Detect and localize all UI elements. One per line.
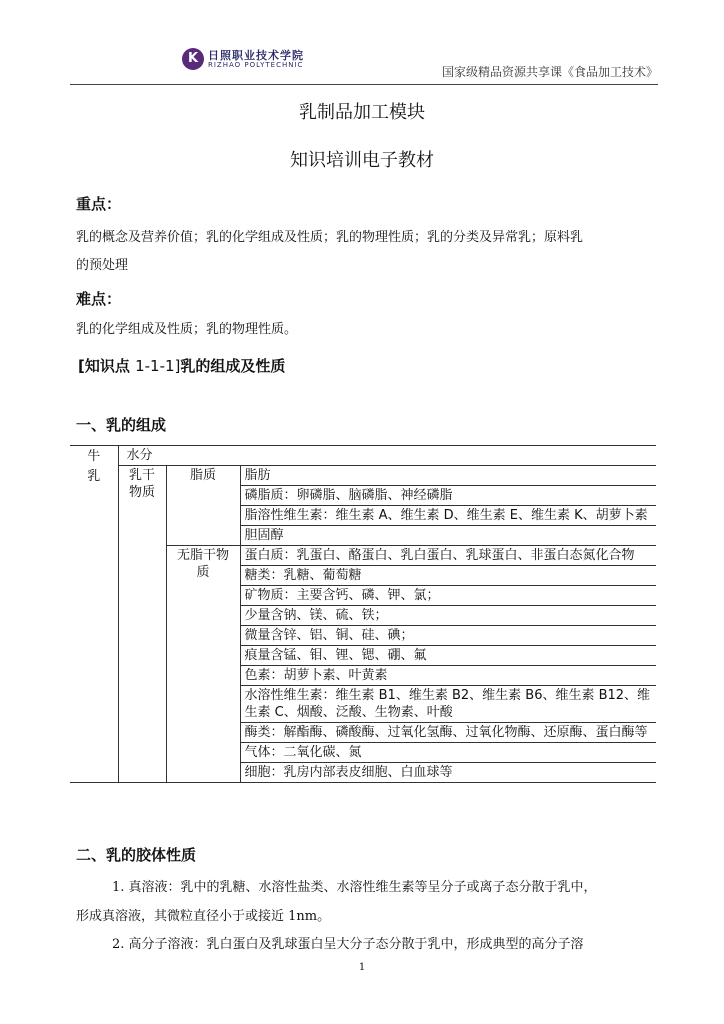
nonfat-item: 酶类：解酯酶、磷酸酶、过氧化氢酶、过氧化物酶、还原酶、蛋白酶等: [240, 723, 656, 743]
milk-label: 牛乳: [87, 449, 101, 484]
nonfat-item: 糖类：乳糖、葡萄糖: [240, 566, 656, 586]
nonfat-item: 痕量含锰、钼、锂、锶、硼、氟: [240, 646, 656, 666]
nonfat-cell: [166, 546, 240, 783]
key-points-line-2: 的预处理: [76, 258, 129, 273]
milk-label-cell: [70, 446, 118, 783]
page-header: [70, 44, 658, 85]
paragraph-1-line-2: 形成真溶液，其微粒直径小于或接近 1nm。: [76, 909, 331, 924]
fat-cell: 脂质: [166, 466, 240, 546]
knowledge-point-code: 1-1-1]: [135, 357, 181, 375]
nonfat-item: 少量含钠、镁、硫、铁；: [240, 606, 656, 626]
key-points-heading: 重点：: [76, 195, 122, 213]
table-row: [70, 466, 656, 486]
document-subtitle: 知识培训电子教材: [290, 150, 434, 171]
milk-composition-table: [70, 445, 656, 783]
section-1-heading: 一、乳的组成: [76, 416, 167, 434]
fat-item: 脂肪: [240, 466, 656, 486]
dry-matter-label: 乳干物质: [128, 468, 155, 500]
school-name-cn: 日照职业技术学院: [208, 49, 304, 62]
table-row: [70, 446, 656, 466]
nonfat-item: 气体：二氧化碳、氮: [240, 743, 656, 763]
nonfat-item: 水溶性维生素：维生素 B1、维生素 B2、维生素 B6、维生素 B12、维生素 C、烟酸、泛酸、生物素、叶酸: [240, 686, 656, 723]
page-number: 1: [358, 962, 366, 973]
knowledge-point-title: 乳的组成及性质: [180, 357, 286, 375]
dry-matter-cell: [118, 466, 166, 783]
difficulties-line-1: 乳的化学组成及性质；乳的物理性质。: [76, 322, 298, 337]
nonfat-label: 无脂干物质: [176, 548, 229, 580]
fat-item: 胆固醇: [240, 526, 656, 546]
water-cell: [118, 446, 656, 466]
fat-item: 脂溶性维生素：维生素 A、维生素 D、维生素 E、维生素 K、胡萝卜素: [240, 506, 656, 526]
knowledge-point-prefix: [知识点: [78, 357, 136, 375]
course-name: 国家级精品资源共享课《食品加工技术》: [441, 65, 658, 79]
fat-item: 磷脂质：卵磷脂、脑磷脂、神经磷脂: [240, 486, 656, 506]
water-label: 水分: [126, 448, 153, 463]
nonfat-item: 细胞：乳房内部表皮细胞、白血球等: [240, 763, 656, 783]
key-points-line-1: 乳的概念及营养价值；乳的化学组成及性质；乳的物理性质；乳的分类及异常乳；原料乳: [76, 230, 584, 245]
difficulties-heading: 难点：: [76, 290, 122, 308]
knowledge-point-heading: [78, 355, 285, 376]
nonfat-item: 矿物质：主要含钙、磷、钾、氯；: [240, 586, 656, 606]
paragraph-1-line-1: 1. 真溶液：乳中的乳糖、水溶性盐类、水溶性维生素等呈分子或离子态分散于乳中，: [112, 880, 597, 895]
nonfat-item: 微量含锌、铝、铜、硅、碘；: [240, 626, 656, 646]
nonfat-item: 蛋白质：乳蛋白、酪蛋白、乳白蛋白、乳球蛋白、非蛋白态氮化合物: [240, 546, 656, 566]
school-emblem-icon: K: [182, 48, 204, 70]
section-2-heading: 二、乳的胶体性质: [76, 846, 197, 864]
paragraph-2-line-1: 2. 高分子溶液：乳白蛋白及乳球蛋白呈大分子态分散于乳中，形成典型的高分子溶: [112, 937, 584, 952]
school-name-en: RIZHAO POLYTECHNIC: [208, 61, 304, 69]
document-title: 乳制品加工模块: [299, 102, 425, 123]
school-logo: [182, 46, 382, 76]
nonfat-item: 色素：胡萝卜素、叶黄素: [240, 666, 656, 686]
